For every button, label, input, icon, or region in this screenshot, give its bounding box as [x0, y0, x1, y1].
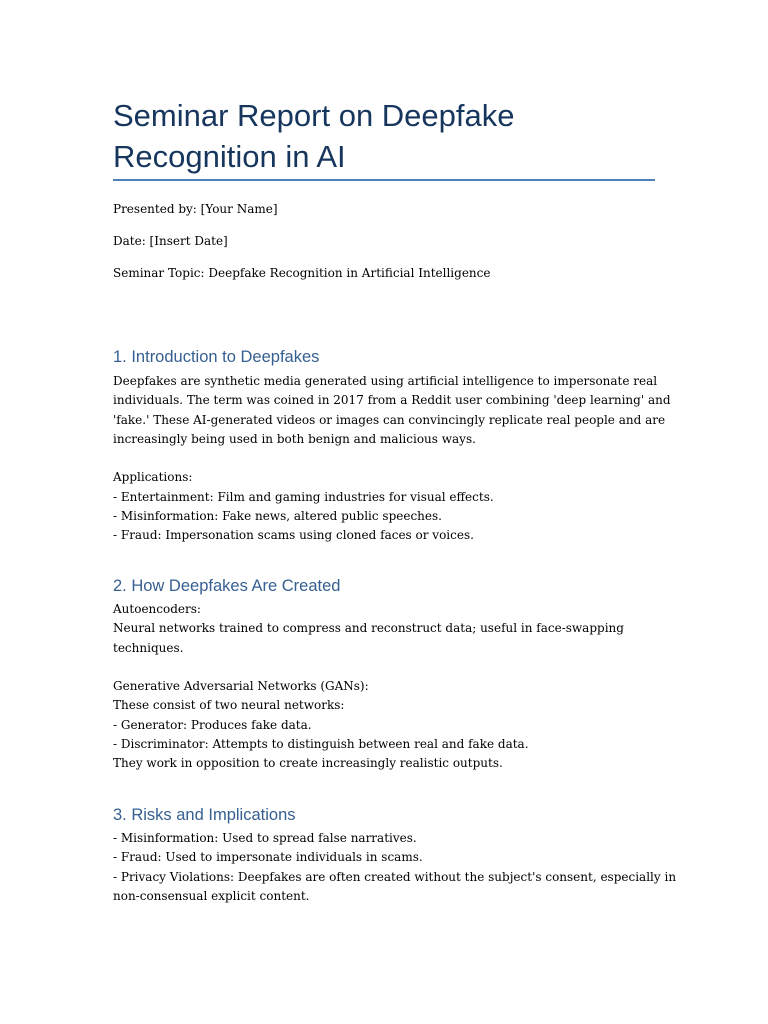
list-item: - Entertainment: Film and gaming industries for visual effects.: [113, 489, 494, 504]
section-body-introduction: [113, 372, 671, 546]
section-body-creation: [113, 600, 658, 774]
paragraph-line: Deepfakes are synthetic media generated using artificial intelligence to impersonate real: [113, 374, 658, 388]
list-item: - Generator: Produces fake data.: [113, 717, 312, 732]
title-underline-rule: [113, 179, 655, 181]
paragraph-spacer: [113, 449, 658, 468]
paragraph-line: increasingly being used in both benign and malicious ways.: [113, 431, 476, 446]
list-item: - Privacy Violations: Deepfakes are often created without the subject's consent, especially in: [113, 869, 677, 884]
presented-by-text: Presented by: [Your Name]: [113, 202, 278, 216]
paragraph-line: These consist of two neural networks:: [113, 698, 345, 713]
paragraph-line: non-consensual explicit content.: [113, 888, 310, 903]
list-item: - Fraud: Used to impersonate individuals in scams.: [113, 850, 423, 865]
applications-label: Applications:: [113, 470, 193, 485]
section-body-risks: [113, 829, 677, 906]
paragraph-line: techniques.: [113, 640, 184, 655]
autoencoders-label: Autoencoders:: [113, 602, 201, 616]
paragraph-spacer: [113, 658, 658, 677]
list-item: - Discriminator: Attempts to distinguish between real and fake data.: [113, 737, 529, 752]
date-text: Date: [Insert Date]: [113, 234, 228, 248]
list-item: - Misinformation: Used to spread false narratives.: [113, 831, 417, 845]
list-item: - Misinformation: Fake news, altered public speeches.: [113, 509, 442, 524]
title-line: Recognition in AI: [113, 139, 346, 174]
paragraph-line: They work in opposition to create increasingly realistic outputs.: [113, 756, 503, 771]
list-item: - Fraud: Impersonation scams using cloned faces or voices.: [113, 528, 474, 543]
section-heading-creation: 2. How Deepfakes Are Created: [113, 577, 341, 595]
paragraph-line: Neural networks trained to compress and reconstruct data; useful in face-swapping: [113, 621, 624, 636]
gans-label: Generative Adversarial Networks (GANs):: [113, 679, 369, 694]
section-heading-risks: 3. Risks and Implications: [113, 806, 296, 824]
section-heading-introduction: 1. Introduction to Deepfakes: [113, 348, 320, 366]
title-line: Seminar Report on Deepfake: [113, 98, 515, 133]
seminar-topic-text: Seminar Topic: Deepfake Recognition in Artificial Intelligence: [113, 266, 491, 280]
document-title: [113, 95, 658, 177]
paragraph-line: individuals. The term was coined in 2017 from a Reddit user combining 'deep learning' and: [113, 393, 671, 408]
paragraph-line: 'fake.' These AI-generated videos or images can convincingly replicate real people and are: [113, 412, 666, 427]
